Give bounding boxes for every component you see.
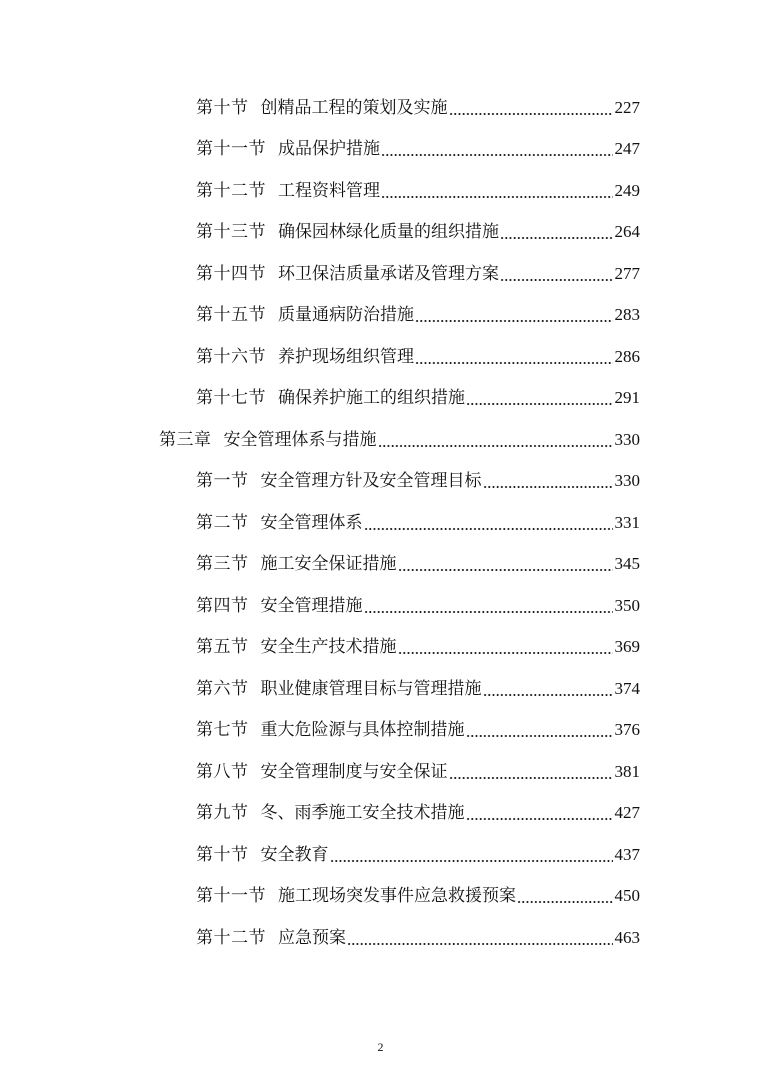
- toc-entry[interactable]: [0, 751, 640, 793]
- toc-entry-title: 创精品工程的策划及实施: [260, 97, 448, 118]
- toc-dot-leader: [500, 221, 613, 243]
- toc-entry-title: 安全管理制度与安全保证: [260, 761, 448, 782]
- toc-entry[interactable]: [0, 876, 640, 918]
- toc-entry-number: 第十一节: [196, 886, 266, 907]
- toc-entry-page: 450: [614, 886, 640, 906]
- toc-dot-leader: [364, 595, 613, 617]
- toc-entry-number: 第十二节: [196, 927, 266, 948]
- toc-entry-number: 第三章: [159, 429, 212, 450]
- toc-entry-title: 安全管理体系: [260, 512, 363, 533]
- toc-entry[interactable]: [0, 668, 640, 710]
- toc-entry-label: [196, 512, 363, 534]
- toc-entry-page: 463: [614, 927, 640, 947]
- toc-entry-label: [196, 97, 448, 119]
- toc-entry-page: 345: [614, 554, 640, 574]
- toc-dot-leader: [378, 429, 613, 451]
- table-of-contents: [0, 87, 761, 959]
- toc-entry-title: 养护现场组织管理: [278, 346, 414, 367]
- toc-entry-title: 安全管理方针及安全管理目标: [260, 471, 482, 492]
- toc-entry-label: [196, 636, 397, 658]
- page-number: 2: [377, 1040, 384, 1054]
- toc-entry-page: 286: [614, 346, 640, 366]
- toc-entry[interactable]: [0, 834, 640, 876]
- toc-entry-title: 施工安全保证措施: [260, 554, 397, 575]
- toc-dot-leader: [347, 927, 613, 949]
- toc-dot-leader: [381, 138, 613, 160]
- toc-entry-page: 437: [614, 844, 640, 864]
- toc-entry-title: 冬、雨季施工安全技术措施: [260, 803, 465, 824]
- toc-entry-title: 确保养护施工的组织措施: [278, 388, 465, 409]
- toc-dot-leader: [398, 553, 613, 575]
- toc-entry-label: [196, 553, 397, 575]
- toc-dot-leader: [483, 470, 613, 492]
- toc-entry-label: [196, 470, 482, 492]
- toc-entry-number: 第三节: [196, 554, 249, 575]
- toc-entry-number: 第十三节: [196, 222, 266, 243]
- toc-entry-title: 工程资料管理: [278, 180, 380, 201]
- toc-entry-label: [196, 719, 465, 741]
- toc-dot-leader: [483, 678, 613, 700]
- toc-entry-number: 第十六节: [196, 346, 266, 367]
- toc-entry-number: 第十节: [196, 844, 249, 865]
- toc-entry-label: [196, 927, 346, 949]
- toc-entry-title: 重大危险源与具体控制措施: [260, 720, 465, 741]
- toc-entry-title: 职业健康管理目标与管理措施: [260, 678, 482, 699]
- toc-entry-page: 330: [614, 471, 640, 491]
- toc-entry-page: 381: [614, 761, 640, 781]
- toc-entry-number: 第九节: [196, 803, 249, 824]
- toc-entry-title: 安全教育: [260, 844, 329, 865]
- toc-entry-page: 427: [614, 803, 640, 823]
- toc-entry[interactable]: [0, 295, 640, 337]
- toc-dot-leader: [449, 761, 613, 783]
- toc-entry-page: 330: [614, 429, 640, 449]
- toc-entry-page: 376: [614, 720, 640, 740]
- toc-entry-page: 264: [614, 222, 640, 242]
- toc-entry[interactable]: [0, 336, 640, 378]
- toc-entry-title: 安全管理措施: [260, 595, 363, 616]
- toc-dot-leader: [466, 387, 613, 409]
- toc-entry[interactable]: [0, 253, 640, 295]
- toc-entry[interactable]: [0, 419, 640, 461]
- toc-entry-title: 质量通病防治措施: [278, 305, 414, 326]
- toc-entry[interactable]: [0, 129, 640, 171]
- toc-entry-number: 第十五节: [196, 305, 266, 326]
- toc-dot-leader: [381, 180, 613, 202]
- toc-entry-page: 249: [614, 180, 640, 200]
- toc-dot-leader: [466, 802, 613, 824]
- toc-dot-leader: [415, 304, 613, 326]
- toc-dot-leader: [415, 346, 613, 368]
- toc-entry-page: 247: [614, 139, 640, 159]
- toc-entry[interactable]: [0, 917, 640, 959]
- toc-entry-number: 第十四节: [196, 263, 266, 284]
- toc-entry-label: [196, 802, 465, 824]
- toc-entry-number: 第十节: [196, 97, 249, 118]
- toc-entry-number: 第六节: [196, 678, 249, 699]
- toc-entry-label: [196, 346, 414, 368]
- toc-entry-page: 369: [614, 637, 640, 657]
- toc-entry-title: 安全管理体系与措施: [223, 429, 377, 450]
- toc-entry-title: 环卫保洁质量承诺及管理方案: [278, 263, 499, 284]
- toc-entry-number: 第五节: [196, 637, 249, 658]
- toc-entry-label: [196, 885, 516, 907]
- toc-entry[interactable]: [0, 502, 640, 544]
- toc-entry-number: 第十二节: [196, 180, 266, 201]
- toc-entry-title: 施工现场突发事件应急救援预案: [278, 886, 516, 907]
- toc-entry-page: 277: [614, 263, 640, 283]
- toc-dot-leader: [500, 263, 613, 285]
- toc-entry-label: [196, 263, 499, 285]
- toc-entry-page: 227: [614, 97, 640, 117]
- toc-entry[interactable]: [0, 544, 640, 586]
- toc-entry[interactable]: [0, 793, 640, 835]
- toc-entry-label: [196, 221, 499, 243]
- toc-entry[interactable]: [0, 87, 640, 129]
- toc-entry-page: 350: [614, 595, 640, 615]
- toc-entry-number: 第四节: [196, 595, 249, 616]
- toc-entry[interactable]: [0, 627, 640, 669]
- toc-entry-number: 第七节: [196, 720, 249, 741]
- toc-entry-title: 安全生产技术措施: [260, 637, 397, 658]
- toc-entry[interactable]: [0, 585, 640, 627]
- toc-entry-title: 确保园林绿化质量的组织措施: [278, 222, 499, 243]
- toc-dot-leader: [364, 512, 613, 534]
- toc-dot-leader: [466, 719, 613, 741]
- toc-entry-number: 第一节: [196, 471, 249, 492]
- toc-entry-label: [159, 429, 377, 451]
- toc-entry-label: [196, 138, 380, 160]
- toc-entry-number: 第十七节: [196, 388, 266, 409]
- toc-entry-number: 第八节: [196, 761, 249, 782]
- toc-dot-leader: [449, 97, 613, 119]
- toc-entry-label: [196, 304, 414, 326]
- toc-dot-leader: [517, 885, 613, 907]
- toc-entry[interactable]: [0, 212, 640, 254]
- toc-entry-title: 应急预案: [278, 927, 346, 948]
- toc-entry-label: [196, 180, 380, 202]
- toc-entry-title: 成品保护措施: [278, 139, 380, 160]
- toc-entry-label: [196, 844, 329, 866]
- toc-entry-label: [196, 595, 363, 617]
- toc-dot-leader: [330, 844, 613, 866]
- toc-entry[interactable]: [0, 170, 640, 212]
- toc-entry-number: 第二节: [196, 512, 249, 533]
- toc-entry-label: [196, 678, 482, 700]
- toc-entry-page: 374: [614, 678, 640, 698]
- toc-entry-label: [196, 387, 465, 409]
- toc-entry[interactable]: [0, 710, 640, 752]
- toc-entry-page: 283: [614, 305, 640, 325]
- toc-entry-page: 291: [614, 388, 640, 408]
- toc-dot-leader: [398, 636, 613, 658]
- toc-entry-label: [196, 761, 448, 783]
- toc-entry[interactable]: [0, 378, 640, 420]
- toc-entry[interactable]: [0, 461, 640, 503]
- toc-entry-number: 第十一节: [196, 139, 266, 160]
- toc-entry-page: 331: [614, 512, 640, 532]
